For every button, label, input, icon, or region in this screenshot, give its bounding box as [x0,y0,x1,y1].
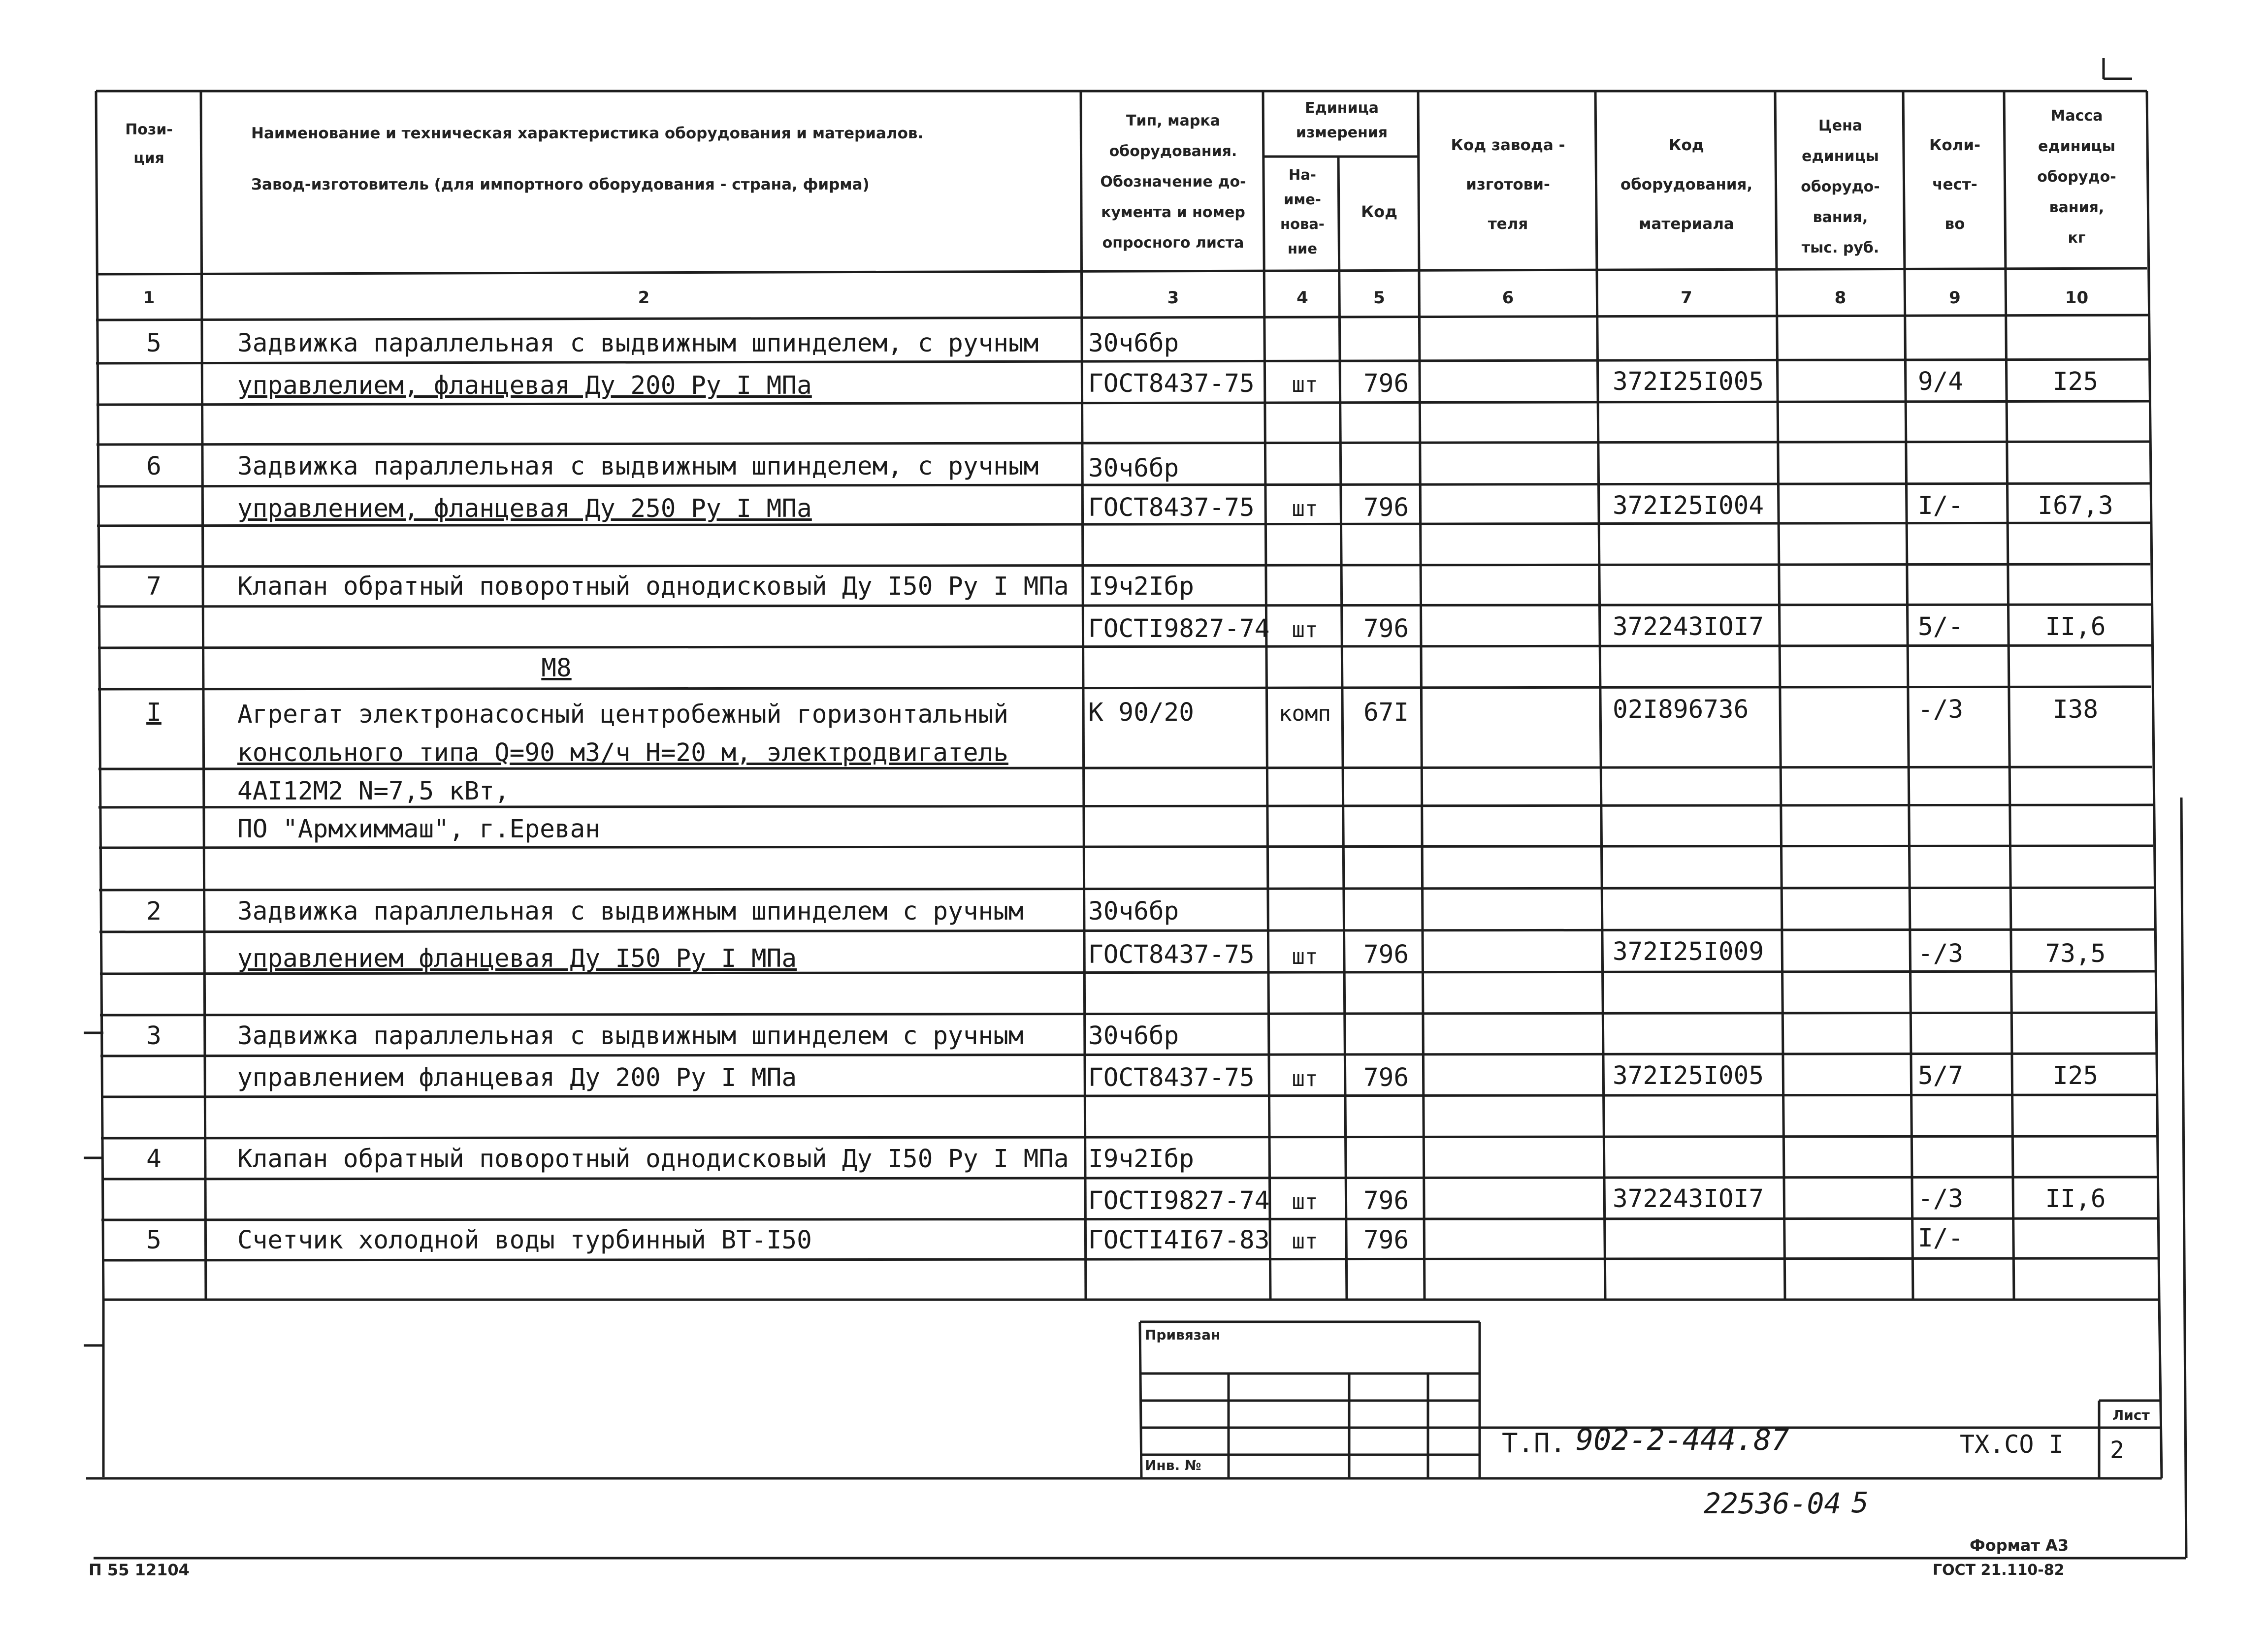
stamp-privyazan-label: Привязан [1145,1327,1221,1343]
row-unit: комп [1279,701,1331,726]
section-label: М8 [541,654,572,683]
row-position: 2 [146,897,162,926]
row-quantity: 5/7 [1918,1061,1964,1090]
row-unit-code: 796 [1363,1226,1409,1255]
row-name: Клапан обратный поворотный однодисковый Ду I50 Ру I МПа [237,572,1069,601]
header-name: Наименование и техническая характеристика оборудования и материалов. Завод-изготовитель (для импортного оборудования - страна, фирма) [251,125,924,193]
row-name: ПО "Армхиммаш", г.Ереван [237,815,600,844]
stamp-doc-code: ТХ.СО I [1960,1430,2064,1459]
colnum-3: 3 [1167,288,1179,308]
header-unit-group: Единица измерения [1296,99,1388,141]
row-equipment-code: 372I25I004 [1613,491,1764,520]
row-name: Задвижка параллельная с выдвижным шпинделем с ручным [237,1022,1024,1051]
row-unit-code: 796 [1363,614,1409,643]
colnum-9: 9 [1949,288,1961,308]
row-type: I9ч2Iбр [1088,572,1194,601]
row-position: 3 [146,1022,162,1051]
row-position: 7 [146,572,162,601]
row-mass: II,6 [2045,612,2106,641]
stamp-tp-number: 902-2-444.87 [1576,1423,1789,1457]
row-unit-code: 796 [1363,493,1409,522]
row-name: 4АI12М2 N=7,5 кВт, [237,777,510,806]
row-unit: шт [1292,944,1318,969]
row-equipment-code: 372I25I009 [1613,937,1764,966]
row-quantity: 9/4 [1918,367,1964,396]
row-name: Клапан обратный поворотный однодисковый Ду I50 Ру I МПа [237,1145,1069,1174]
header-type: Тип, марка оборудования. Обозначение до- кумента и номер опросного листа [1100,112,1246,252]
row-type: I9ч2Iбр [1088,1145,1194,1174]
row-type: ГОСТI9827-74 [1088,1186,1270,1215]
row-name: управлением, фланцевая Ду 250 Ру I МПа [237,494,812,523]
header-equipment-code: Код оборудования, материала [1620,136,1753,233]
row-unit: шт [1292,372,1318,397]
row-position: 6 [146,452,162,481]
row-name: Задвижка параллельная с выдвижным шпинделем, с ручным [237,329,1039,358]
row-quantity: -/3 [1918,1184,1964,1214]
row-type: 30ч6бр [1088,1022,1179,1051]
stamp-tp-prefix: Т.П. [1502,1428,1566,1459]
header-mass: Масса единицы оборудо- вания, кг [2037,107,2116,247]
gost-reference: ГОСТ 21.110-82 [1933,1562,2065,1579]
row-type: ГОСТ8437-75 [1088,940,1255,969]
row-position: 5 [146,1226,162,1255]
row-mass: 73,5 [2045,939,2106,968]
stamp-sheet-number: 2 [2110,1437,2124,1464]
row-equipment-code: 372I25I005 [1613,1061,1764,1090]
colnum-4: 4 [1296,288,1308,308]
row-type: К 90/20 [1088,698,1194,727]
header-position: Пози- ция [125,121,173,167]
archive-suffix: 5 [1851,1486,1869,1519]
row-unit-code: 796 [1363,940,1409,969]
form-code: П 55 12104 [89,1561,190,1579]
row-type: ГОСТI4I67-83 [1088,1226,1270,1255]
row-name: консольного типа Q=90 м3/ч Н=20 м, электродвигатель [237,738,1008,767]
row-name: Задвижка параллельная с выдвижным шпинделем, с ручным [237,452,1039,481]
header-unit-name: На- име- нова- ние [1280,166,1325,257]
row-type: 30ч6бр [1088,897,1179,926]
row-unit: шт [1292,1229,1318,1254]
colnum-2: 2 [638,288,650,308]
row-quantity: -/3 [1918,939,1964,968]
row-position: 4 [146,1145,162,1174]
archive-number: 22536-04 [1704,1487,1842,1520]
row-mass: I38 [2052,695,2099,724]
colnum-10: 10 [2065,288,2089,308]
row-name: управлением фланцевая Ду I50 Ру I МПа [237,944,797,973]
row-equipment-code: 372243IOI7 [1613,1184,1764,1214]
row-unit: шт [1292,496,1318,521]
stamp-inventory-label: Инв. № [1145,1457,1201,1473]
row-equipment-code: 372243IOI7 [1613,612,1764,641]
row-type: ГОСТI9827-74 [1088,614,1270,643]
row-quantity: -/3 [1918,695,1964,724]
row-unit: шт [1292,617,1318,642]
row-unit: шт [1292,1189,1318,1214]
row-quantity: I/- [1918,1224,1964,1253]
row-quantity: 5/- [1918,612,1964,641]
row-position: I [146,698,162,727]
header-quantity: Коли- чест- во [1929,136,1980,233]
stamp-sheet-label: Лист [2112,1407,2150,1423]
header-unit-code: Код [1361,202,1397,221]
colnum-5: 5 [1373,288,1385,308]
colnum-7: 7 [1681,288,1692,308]
sheet-format: Формат А3 [1970,1536,2069,1555]
row-type: ГОСТ8437-75 [1088,493,1255,522]
row-name: Счетчик холодной воды турбинный ВТ-I50 [237,1226,812,1255]
row-unit-code: 796 [1363,1186,1409,1215]
row-name: управлелием, фланцевая Ду 200 Ру I МПа [237,371,812,400]
row-name: Агрегат электронасосный центробежный горизонтальный [237,700,1008,729]
row-mass: I67,3 [2038,491,2113,520]
row-mass: I25 [2052,367,2099,396]
row-unit-code: 67I [1363,698,1409,727]
row-mass: I25 [2052,1061,2099,1090]
row-mass: II,6 [2045,1184,2106,1214]
row-type: ГОСТ8437-75 [1088,369,1255,398]
row-unit: шт [1292,1066,1318,1091]
row-type: 30ч6бр [1088,454,1179,483]
row-name: Задвижка параллельная с выдвижным шпинделем с ручным [237,897,1024,926]
header-plant-code: Код завода - изготови- теля [1451,136,1565,233]
row-equipment-code: 372I25I005 [1613,367,1764,396]
colnum-1: 1 [143,288,155,308]
header-price: Цена единицы оборудо- вания, тыс. руб. [1801,117,1880,256]
row-equipment-code: 02I896736 [1613,695,1749,724]
row-unit-code: 796 [1363,1063,1409,1092]
colnum-6: 6 [1502,288,1514,308]
colnum-8: 8 [1834,288,1847,308]
row-type: ГОСТ8437-75 [1088,1063,1255,1092]
row-unit-code: 796 [1363,369,1409,398]
row-name: управлением фланцевая Ду 200 Ру I МПа [237,1063,797,1092]
row-position: 5 [146,329,162,358]
row-quantity: I/- [1918,491,1964,520]
row-type: 30ч6бр [1088,329,1179,358]
